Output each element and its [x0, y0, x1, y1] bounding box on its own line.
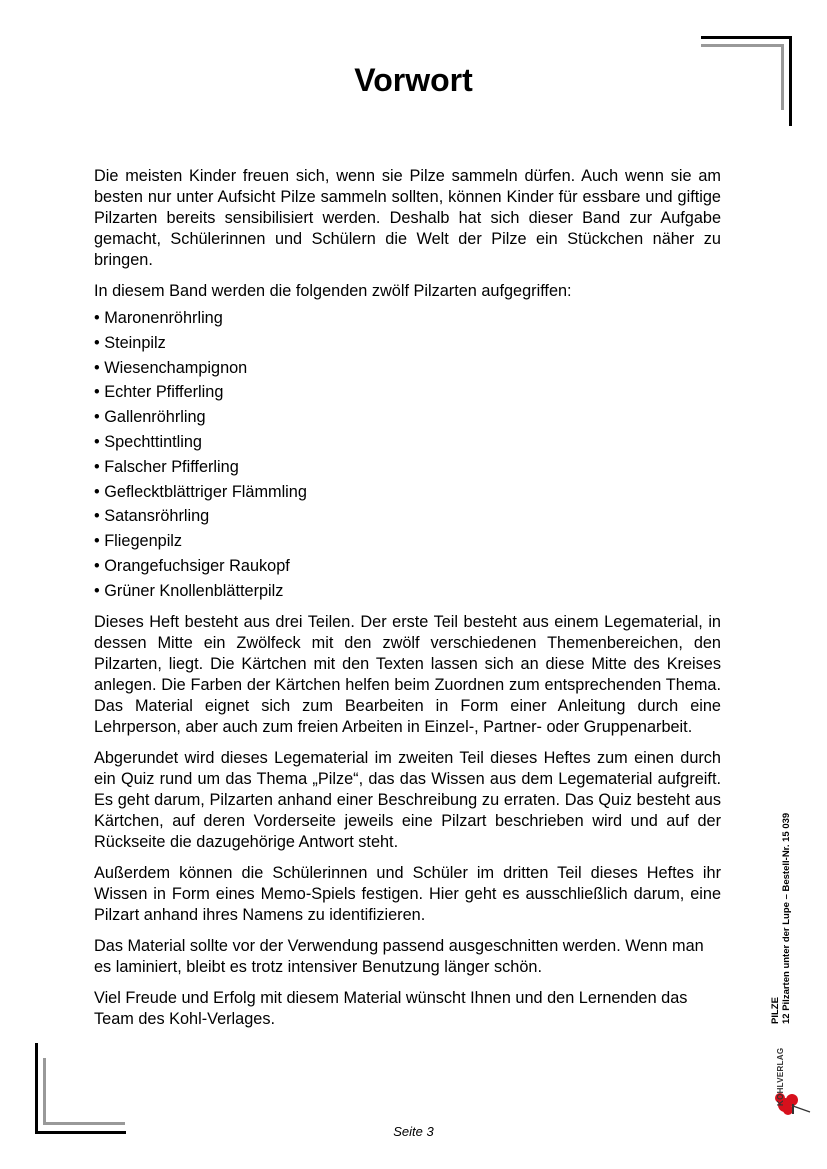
- corner-decoration: [43, 1058, 46, 1124]
- page-title: Vorwort: [354, 62, 473, 98]
- list-item: • Fliegenpilz: [94, 529, 721, 554]
- side-subtitle: 12 Pilzarten unter der Lupe – Bestell-Nr. 15 039: [781, 812, 792, 1024]
- page-content: [94, 166, 721, 1040]
- body-paragraph: Abgerundet wird dieses Legematerial im zweiten Teil dieses Heftes zum einen durch ein Quiz rund um das Thema „Pilze“, das das Wissen aus dem Legematerial aufgreift. Es geht darum, Pilzarten anhand einer Beschreibung zu erraten. Das Quiz besteht aus Kärtchen, auf deren Vorderseite jeweils eine Pilzart beschrieben wird und auf der Rückseite die dazugehörige Antwort steht.: [94, 748, 721, 851]
- list-intro: In diesem Band werden die folgenden zwölf Pilzarten aufgegriffen:: [94, 282, 572, 300]
- corner-decoration: [701, 36, 791, 39]
- body-paragraph: Das Material sollte vor der Verwendung passend ausgeschnitten werden. Wenn man es laminiert, bleibt es trotz intensiver Benutzung länger schön.: [94, 936, 704, 976]
- list-item: • Spechttintling: [94, 430, 721, 455]
- list-item: • Falscher Pfifferling: [94, 455, 721, 480]
- list-item: • Steinpilz: [94, 331, 721, 356]
- list-item: • Orangefuchsiger Raukopf: [94, 554, 721, 579]
- mushroom-list: [94, 306, 721, 604]
- list-item: • Echter Pfifferling: [94, 380, 721, 405]
- publisher-logo: [770, 1040, 812, 1115]
- corner-decoration: [35, 1043, 38, 1134]
- list-item: • Maronenröhrling: [94, 306, 721, 331]
- corner-decoration: [701, 44, 783, 47]
- page-number: Seite 3: [393, 1124, 434, 1139]
- intro-paragraph: Die meisten Kinder freuen sich, wenn sie Pilze sammeln dürfen. Auch wenn sie am besten nur unter Aufsicht Pilze sammeln sollten, können Kinder für essbare und giftige Pilzarten bereits sensibilisiert werden. Deshalb hat sich dieser Band zur Aufgabe gemacht, Schülerinnen und Schülern die Welt der Pilze ein Stückchen näher zu bringen.: [94, 167, 721, 269]
- list-item: • Wiesenchampignon: [94, 356, 721, 381]
- list-item: • Geflecktblättriger Flämmling: [94, 480, 721, 505]
- list-item: • Grüner Knollenblätterpilz: [94, 579, 721, 604]
- list-item: • Gallenröhrling: [94, 405, 721, 430]
- side-title: PILZE: [770, 997, 781, 1024]
- body-paragraph: Außerdem können die Schülerinnen und Schüler im dritten Teil dieses Heftes ihr Wissen in Form eines Memo-Spiels festigen. Hier geht es ausschließlich darum, eine Pilzart anhand ihres Namens zu identifizieren.: [94, 863, 721, 924]
- list-item: • Satansröhrling: [94, 504, 721, 529]
- body-paragraph: Dieses Heft besteht aus drei Teilen. Der erste Teil besteht aus einem Legematerial, in dessen Mitte ein Zwölfeck mit den zwölf verschiedenen Themenbereichen, den Pilzarten, liegt. Die Kärtchen mit den Texten lassen sich an diese Mitte des Kreises anlegen. Die Farben der Kärtchen helfen beim Zuordnen zum entsprechenden Thema. Das Material eignet sich zum Bearbeiten in Form einer Anleitung durch eine Lehrperson, aber auch zum freien Arbeiten in Einzel-, Partner- oder Gruppenarbeit.: [94, 612, 721, 736]
- logo-text: KOHLVERLAG: [776, 1047, 785, 1106]
- body-paragraph: Viel Freude und Erfolg mit diesem Material wünscht Ihnen und den Lernenden das Team des Kohl-Verlages.: [94, 988, 688, 1028]
- side-label: [770, 704, 810, 1024]
